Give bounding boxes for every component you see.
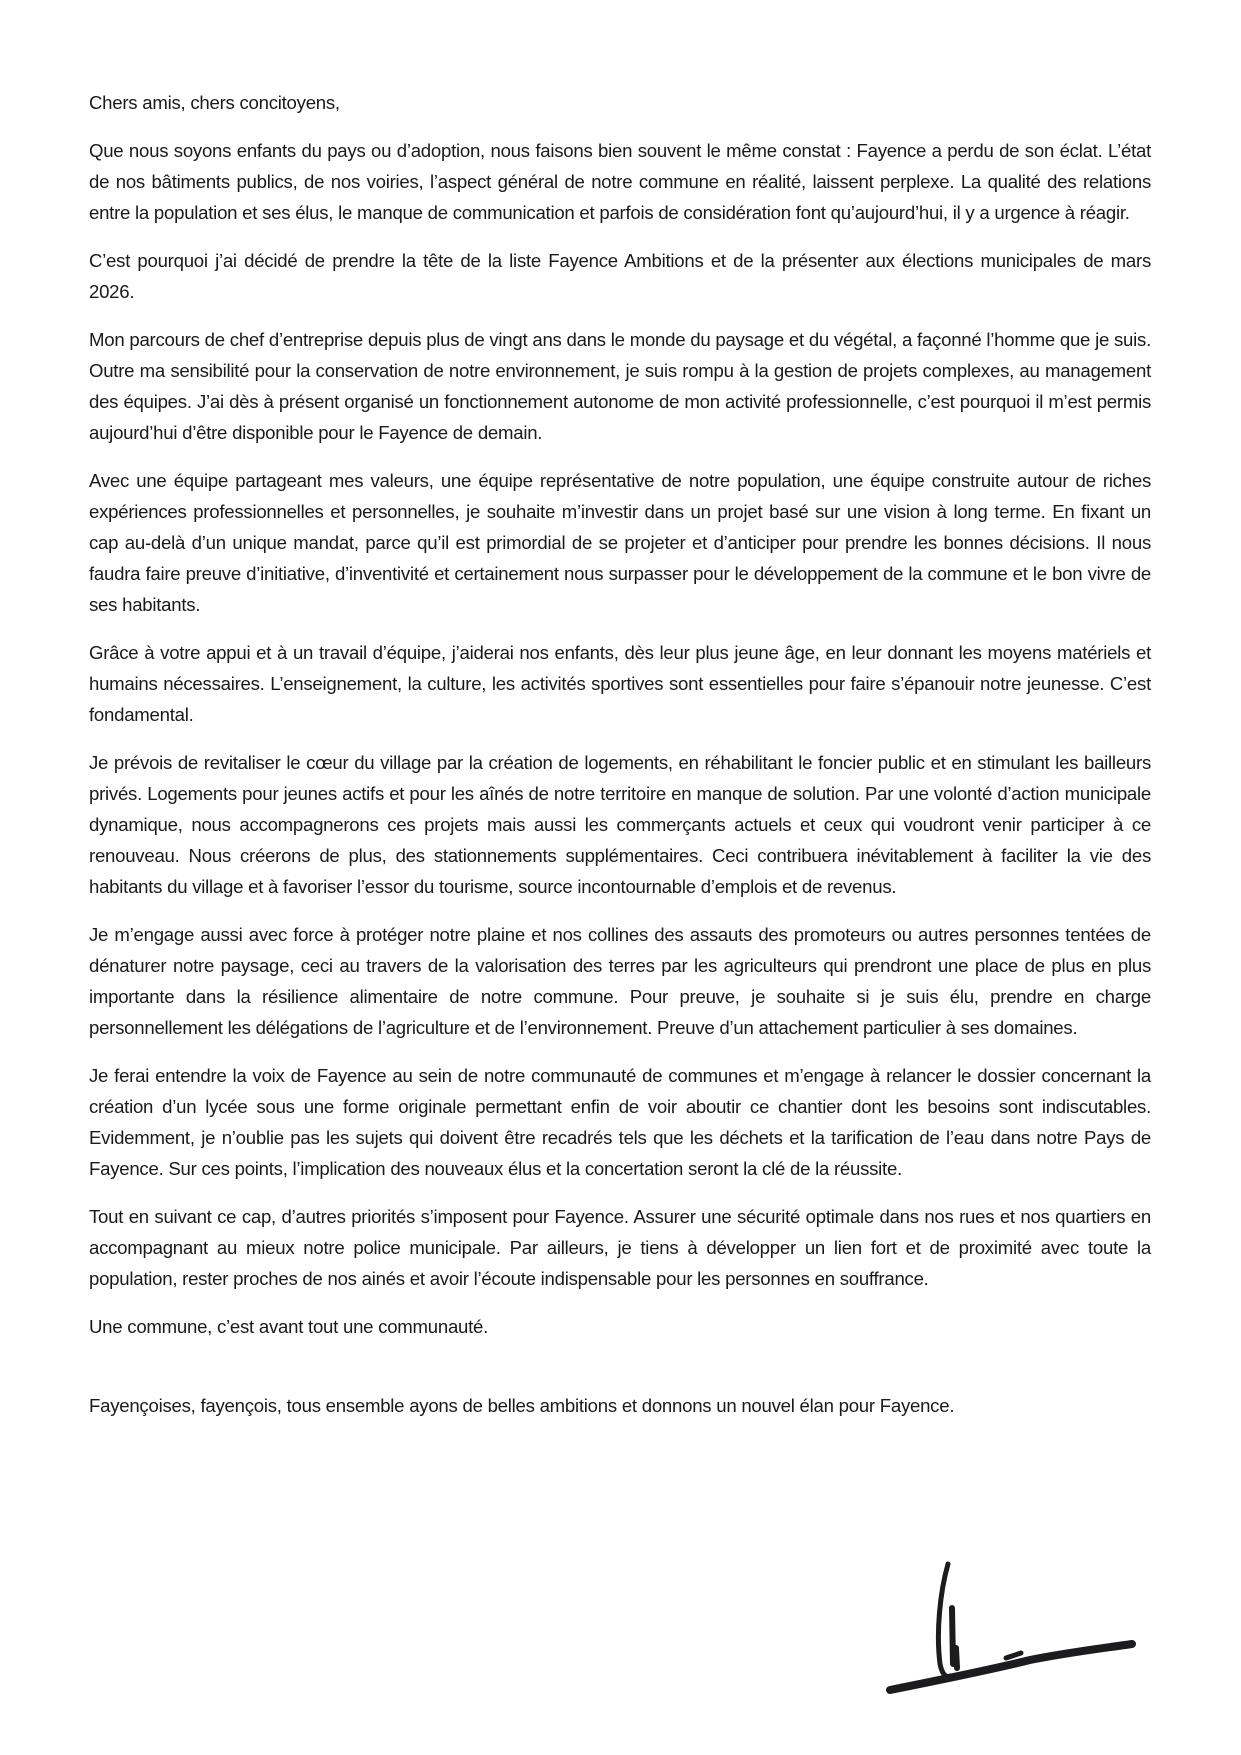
signature-stroke-inner [952,1608,953,1664]
signature-stroke-inner-thick [956,1648,957,1668]
salutation: Chers amis, chers concitoyens, [89,92,340,113]
paragraph-security-proximity: Tout en suivant ce cap, d’autres priorités s’imposent pour Fayence. Assurer une sécurité optimale dans nos rues et nos quartiers en accompagnant au mieux notre police municipale. Par ailleurs, je tiens à développer un lien fort et de proximité avec toute la population, rester proches de nos ainés et avoir l’écoute indispensable pour les personnes en souffrance. [89,1206,1151,1289]
paragraph-intro-constat: Que nous soyons enfants du pays ou d’adoption, nous faisons bien souvent le même constat : Fayence a perdu de son éclat. L’état de nos bâtiments publics, de nos voiries, l’aspect général de notre commune en réalité, laissent perplexe. La qualité des relations entre la population et ses élus, le manque de communication et parfois de considération font qu’aujourd’hui, il y a urgence à réagir. [89,140,1151,223]
closing-line: Fayençoises, fayençois, tous ensemble ayons de belles ambitions et donnons un nouvel élan pour Fayence. [89,1395,955,1416]
paragraph-community-motto: Une commune, c’est avant tout une communauté. [89,1316,489,1337]
letter-body [89,87,1151,1438]
signature-icon [880,1552,1150,1702]
paragraph-candidacy: C’est pourquoi j’ai décidé de prendre la tête de la liste Fayence Ambitions et de la présenter aux élections municipales de mars 2026. [89,250,1151,302]
paragraph-environment: Je m’engage aussi avec force à protéger notre plaine et nos collines des assauts des promoteurs ou autres personnes tentées de dénaturer notre paysage, ceci au travers de la valorisation des terres par les agriculteurs qui prendront une place de plus en plus importante dans la résilience alimentaire de notre commune. Pour preuve, je souhaite si je suis élu, prendre en charge personnellement les délégations de l’agriculture et de l’environnement. Preuve d’un attachement particulier à ses domaines. [89,924,1151,1038]
signature-stroke-underline [890,1644,1132,1690]
paragraph-team-vision: Avec une équipe partageant mes valeurs, une équipe représentative de notre population, une équipe construite autour de riches expériences professionnelles et personnelles, je souhaite m’investir dans un projet basé sur une vision à long terme. En fixant un cap au-delà d’un unique mandat, parce qu’il est primordial de se projeter et d’anticiper pour prendre les bonnes décisions. Il nous faudra faire preuve d’initiative, d’inventivité et certainement nous surpasser pour le développement de la commune et le bon vivre de ses habitants. [89,470,1151,615]
signature-stroke-tall [938,1564,950,1677]
paragraph-youth: Grâce à votre appui et à un travail d’équipe, j’aiderai nos enfants, dès leur plus jeune âge, en leur donnant les moyens matériels et humains nécessaires. L’enseignement, la culture, les activités sportives sont essentielles pour faire s’épanouir notre jeunesse. C’est fondamental. [89,642,1151,725]
paragraph-background: Mon parcours de chef d’entreprise depuis plus de vingt ans dans le monde du paysage et du végétal, a façonné l’homme que je suis. Outre ma sensibilité pour la conservation de notre environnement, je suis rompu à la gestion de projets complexes, au management des équipes. J’ai dès à présent organisé un fonctionnement autonome de mon activité professionnelle, c’est pourquoi il m’est permis aujourd’hui d’être disponible pour le Fayence de demain. [89,329,1151,443]
paragraph-community-lycee: Je ferai entendre la voix de Fayence au sein de notre communauté de communes et m’engage à relancer le dossier concernant la création d’un lycée sous une forme originale permettant enfin de voir aboutir ce chantier dont les besoins sont indiscutables. Evidemment, je n’oublie pas les sujets qui doivent être recadrés tels que les déchets et la tarification de l’eau dans notre Pays de Fayence. Sur ces points, l’implication des nouveaux élus et la concertation seront la clé de la réussite. [89,1065,1151,1179]
signature-stroke-hook [1006,1653,1021,1658]
paragraph-village-housing: Je prévois de revitaliser le cœur du village par la création de logements, en réhabilitant le foncier public et en stimulant les bailleurs privés. Logements pour jeunes actifs et pour les aînés de notre territoire en manque de solution. Par une volonté d’action municipale dynamique, nous accompagnerons ces projets mais aussi les commerçants actuels et ceux qui voudront venir participer à ce renouveau. Nous créerons de plus, des stationnements supplémentaires. Ceci contribuera inévitablement à faciliter la vie des habitants du village et à favoriser l’essor du tourisme, source incontournable d’emplois et de revenus. [89,752,1151,897]
